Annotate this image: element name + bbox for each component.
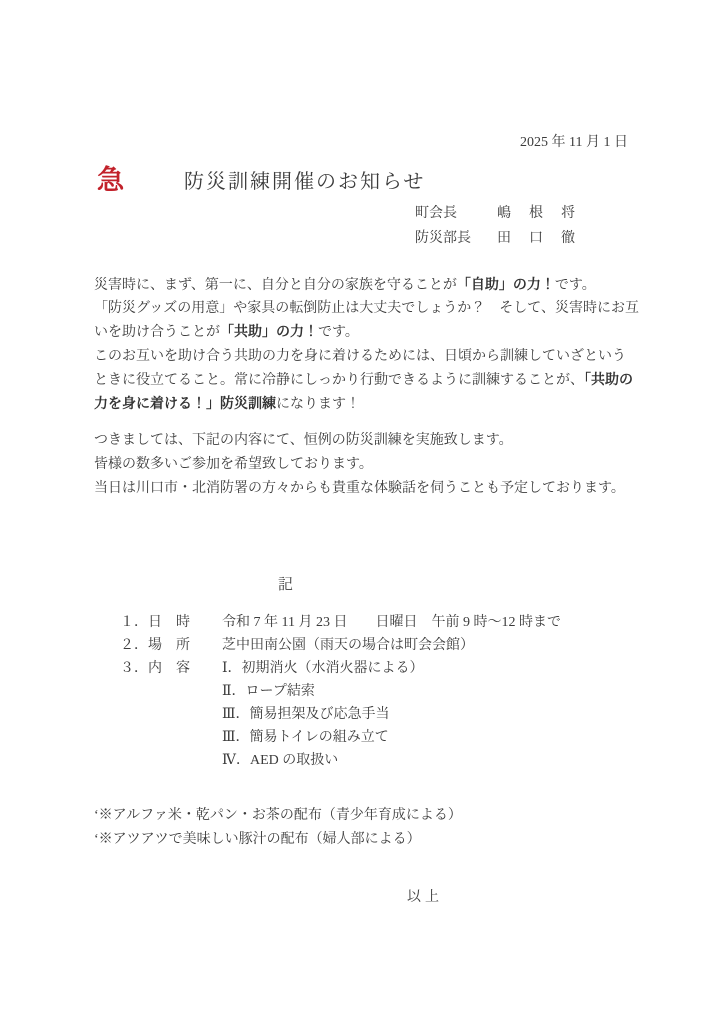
text-line: ‘※アツアツで美味しい豚汁の配布（婦人部による）	[94, 831, 421, 847]
document-heading	[97, 166, 425, 194]
text-line: 防災部長 田 口 徹	[415, 231, 577, 246]
text-line: 当日は川口市・北消防署の方々からも貴重な体験話を伺うことも予定しております。	[94, 481, 625, 496]
intro-paragraph	[94, 273, 639, 416]
notes-block	[94, 804, 462, 851]
text-line: ３．内 容 Ⅰ．初期消火（水消火器による）	[120, 661, 424, 676]
text-line: つきましては、下記の内容にて、恒例の防災訓練を実施致します。	[94, 433, 513, 448]
text-line: Ⅲ．簡易担架及び応急手当	[222, 707, 390, 722]
document-date: 2025 年 11 月 1 日	[520, 135, 628, 150]
text-line: いを助け合うことが「共助」の力！です。	[94, 323, 359, 341]
text-line: １．日 時 令和 7 年 11 月 23 日 日曜日 午前 9 時～12 時まで	[120, 615, 561, 630]
text-line: 「防災グッズの用意」や家具の転倒防止は大丈夫でしょうか？ そして、災害時にお互	[94, 301, 640, 317]
text-line: 皆様の数多いご参加を希望致しております。	[94, 457, 373, 472]
text-line: 町会長 嶋 根 将	[415, 206, 577, 221]
details-list	[120, 611, 561, 772]
signatory-block	[415, 201, 577, 251]
text-line: 災害時に、まず、第一に、自分と自分の家族を守ることが「自助」の力！です。	[94, 276, 596, 293]
text-line: Ⅱ．ロープ結索	[222, 684, 315, 699]
text-line: このお互いを助け合う共助の力を身に着けるためには、日頃から訓練していざという	[94, 348, 626, 364]
urgent-stamp: 急	[97, 165, 124, 195]
text-line: ２．場 所 芝中田南公園（雨天の場合は町会会館）	[120, 638, 474, 653]
text-line: ときに役立てること。常に冷静にしっかり行動できるように訓練することが、「共助の	[94, 370, 633, 388]
text-line: ‘※アルファ米・乾パン・お茶の配布（青少年育成による）	[94, 808, 462, 823]
text-line: 力を身に着ける！」防災訓練になります！	[94, 395, 360, 413]
text-line: Ⅲ．簡易トイレの組み立て	[222, 730, 389, 745]
record-heading: 記	[278, 577, 295, 593]
text-line: Ⅳ．AED の取扱い	[222, 753, 339, 768]
document-title: 防災訓練開催のお知らせ	[184, 171, 426, 193]
announcement-paragraph	[94, 429, 625, 501]
closing-mark: 以上	[407, 890, 443, 905]
